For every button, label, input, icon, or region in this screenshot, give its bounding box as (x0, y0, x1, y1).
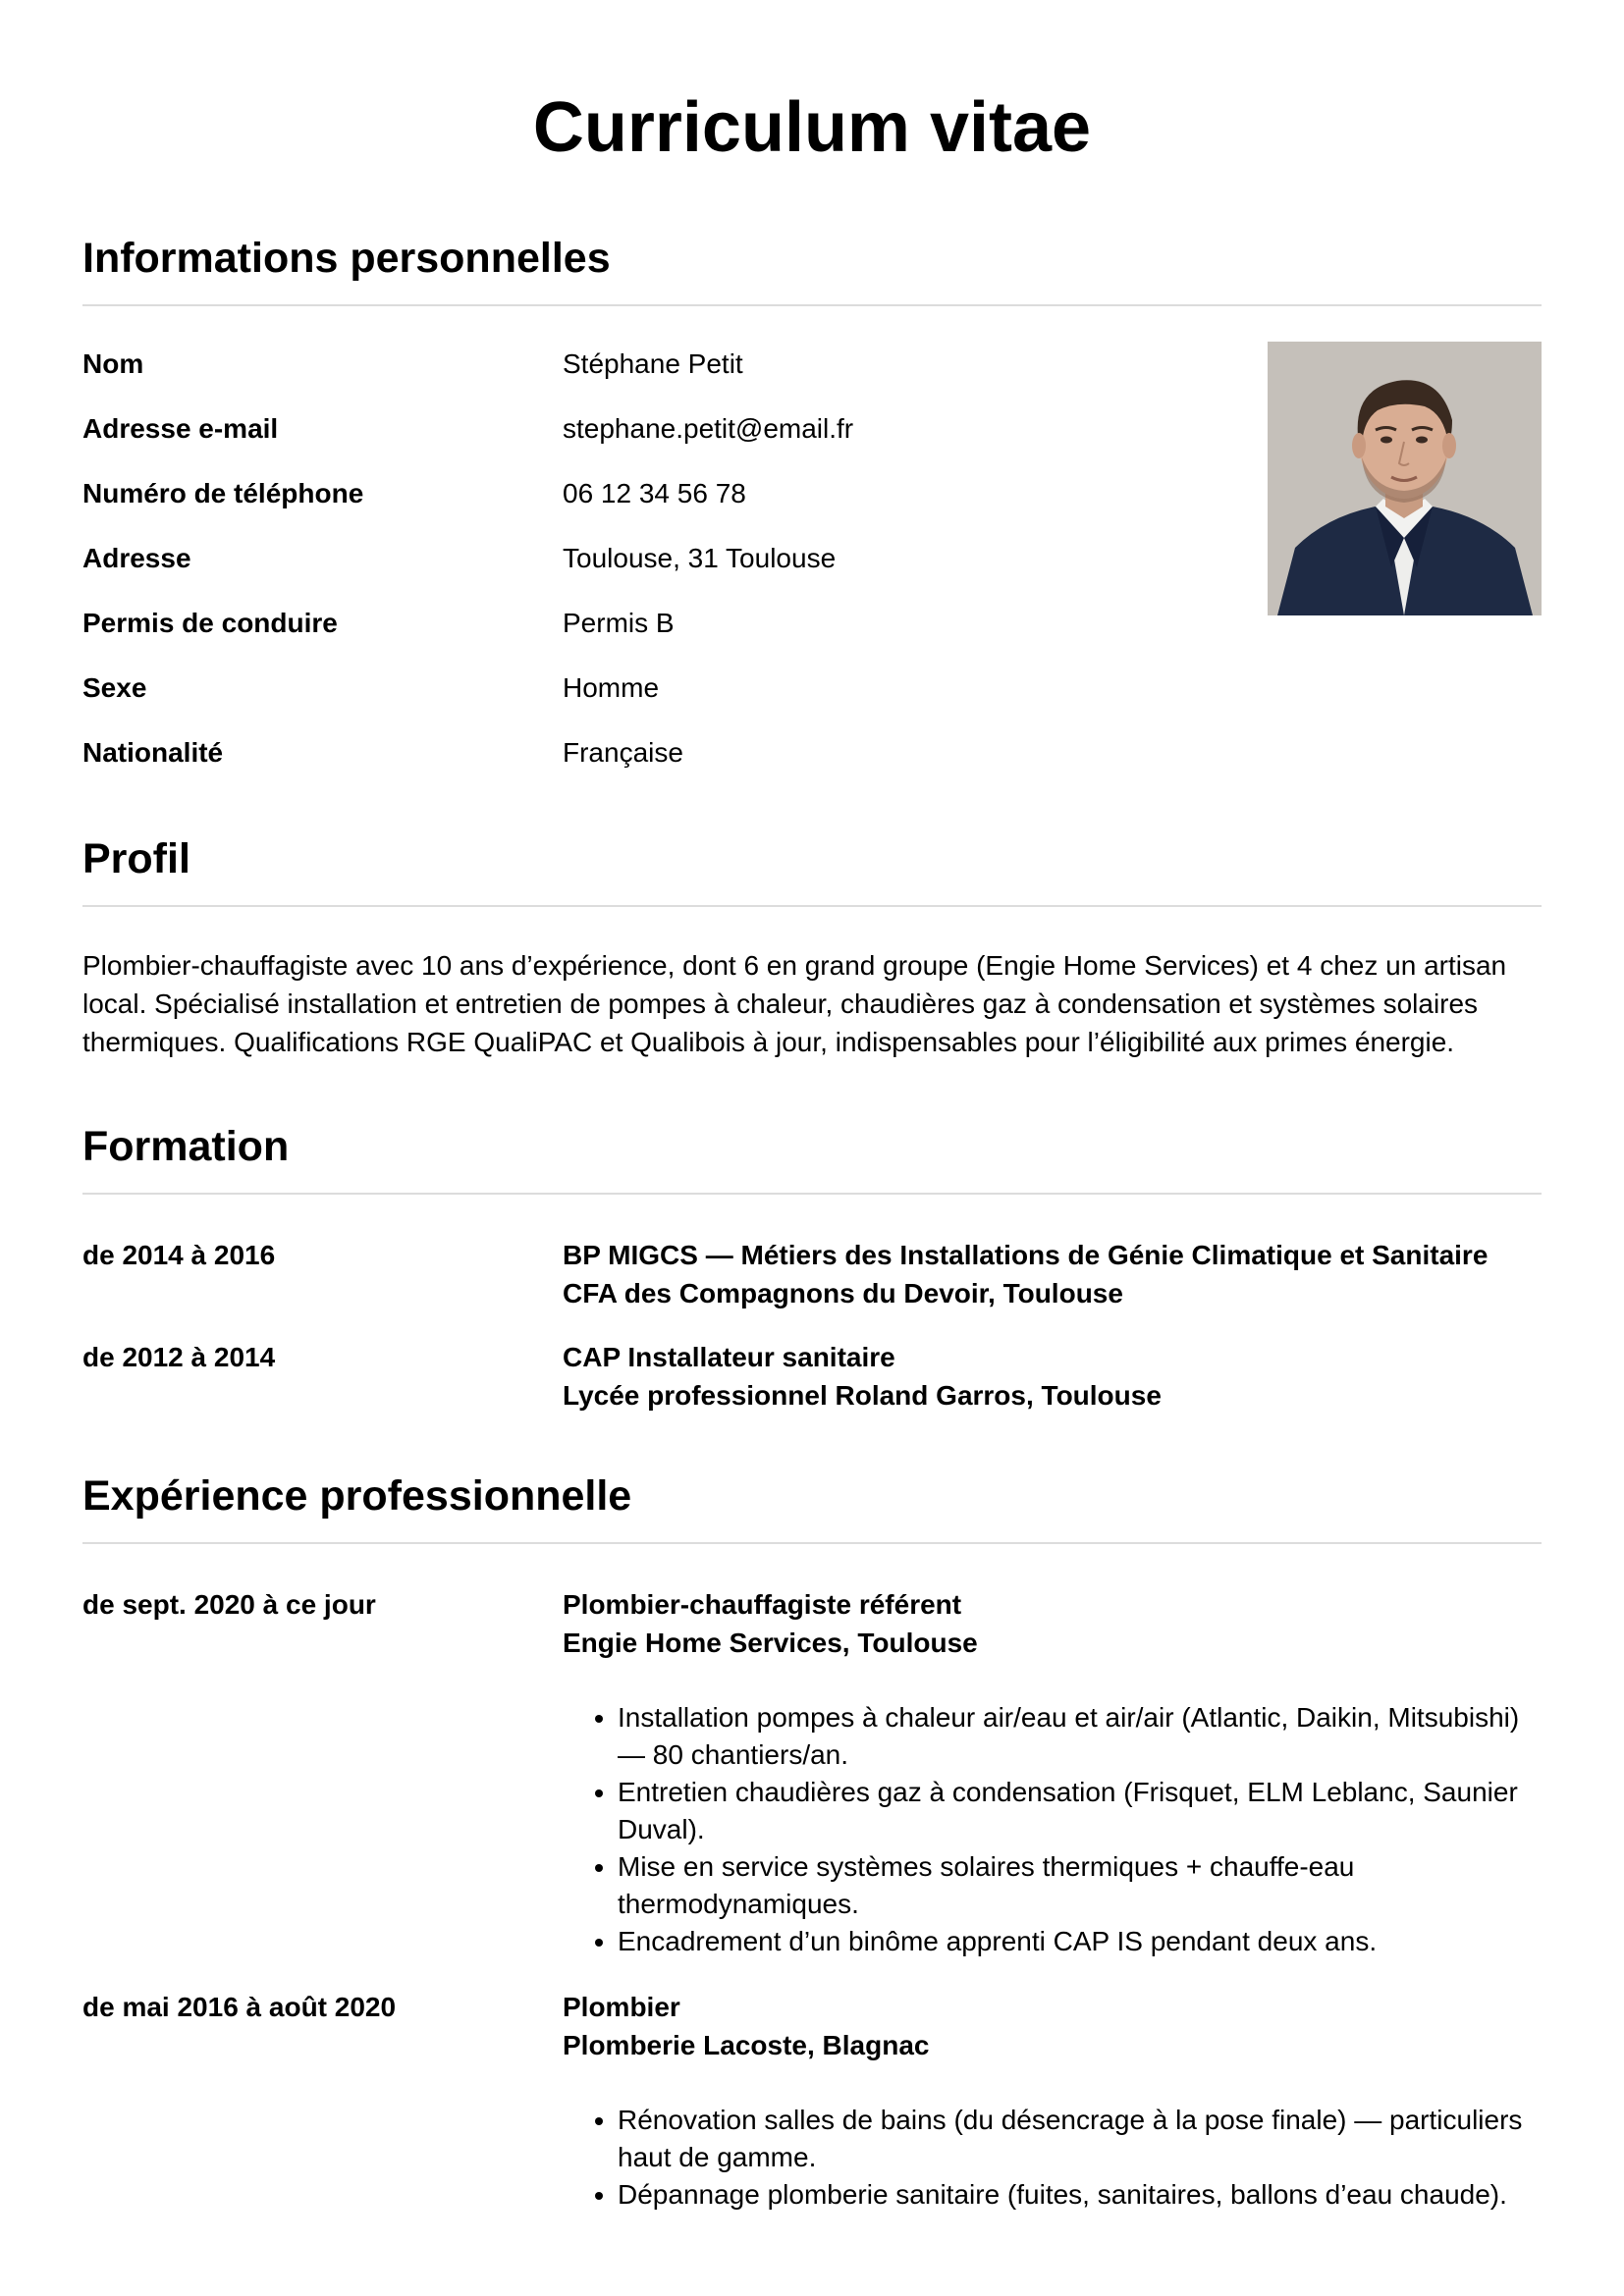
info-label: Numéro de téléphone (82, 478, 364, 508)
education-heading: Formation (82, 1122, 1542, 1195)
education-degree: CAP Installateur sanitaire (563, 1342, 895, 1372)
personal-section (82, 234, 1542, 801)
info-row-sex (82, 671, 1542, 736)
personal-heading: Informations personnelles (82, 234, 1542, 306)
duty-list (563, 1699, 1542, 1960)
info-value: Française (563, 737, 683, 768)
info-value: Stéphane Petit (563, 348, 743, 379)
employer: Engie Home Services, Toulouse (563, 1628, 978, 1658)
job-title: Plombier-chauffagiste référent (563, 1589, 962, 1620)
education-school: Lycée professionnel Roland Garros, Toulouse (563, 1380, 1162, 1411)
portrait-image (1268, 342, 1542, 615)
job-title: Plombier (563, 1992, 680, 2022)
experience-date: de sept. 2020 à ce jour (82, 1589, 376, 1620)
info-label: Nom (82, 348, 144, 379)
info-label: Adresse e-mail (82, 413, 279, 444)
duty-item: • Dépannage plomberie sanitaire (fuites, sanitaires, ballons d’eau chaude). (618, 2176, 1542, 2214)
profile-heading: Profil (82, 834, 1542, 907)
duty-item: • Mise en service systèmes solaires thermiques + chauffe-eau thermodynamiques. (618, 1848, 1542, 1923)
duty-item: • Installation pompes à chaleur air/eau et air/air (Atlantic, Daikin, Mitsubishi) — 80 chantiers/an. (618, 1699, 1542, 1774)
info-value: stephane.petit@email.fr (563, 413, 854, 444)
experience-entry (82, 1988, 1542, 2214)
info-value: Toulouse, 31 Toulouse (563, 543, 837, 573)
education-school: CFA des Compagnons du Devoir, Toulouse (563, 1278, 1123, 1308)
info-row-nationality (82, 736, 1542, 801)
info-row-license (82, 607, 1542, 671)
duty-item: • Rénovation salles de bains (du désencrage à la pose finale) — particuliers haut de gamme. (618, 2102, 1542, 2176)
duty-item: • Encadrement d’un binôme apprenti CAP IS pendant deux ans. (618, 1923, 1542, 1960)
duty-item: • Entretien chaudières gaz à condensation (Frisquet, ELM Leblanc, Saunier Duval). (618, 1774, 1542, 1848)
experience-body (563, 1585, 1542, 1960)
duty-list (563, 2102, 1542, 2214)
info-value: Homme (563, 672, 660, 703)
experience-section (82, 1471, 1542, 2214)
info-label: Permis de conduire (82, 608, 338, 638)
document-title: Curriculum vitae (532, 88, 1092, 167)
education-body (563, 1236, 1542, 1312)
experience-date: de mai 2016 à août 2020 (82, 1992, 397, 2022)
education-entry (82, 1236, 1542, 1312)
education-section (82, 1122, 1542, 1415)
education-entry (82, 1338, 1542, 1415)
info-label: Nationalité (82, 737, 224, 768)
profile-text: Plombier-chauffagiste avec 10 ans d’expérience, dont 6 en grand groupe (Engie Home Services) et 4 chez un artisan local. Spécialisé installation et entretien de pompes à chaleur, chaudières gaz à condensation et systèmes solaires thermiques. Qualifications RGE QualiPAC et Qualibois à jour, indispensables pour l’éligibilité aux primes énergie. (82, 950, 1507, 1057)
experience-entry (82, 1585, 1542, 1960)
personal-info (82, 347, 1542, 801)
info-label: Adresse (82, 543, 191, 573)
experience-heading: Expérience professionnelle (82, 1471, 1542, 1544)
employer: Plomberie Lacoste, Blagnac (563, 2030, 930, 2060)
experience-body (563, 1988, 1542, 2214)
education-date: de 2012 à 2014 (82, 1342, 276, 1372)
info-value: Permis B (563, 608, 675, 638)
education-degree: BP MIGCS — Métiers des Installations de Génie Climatique et Sanitaire (563, 1240, 1489, 1270)
info-value: 06 12 34 56 78 (563, 478, 746, 508)
profile-photo (1268, 342, 1542, 615)
education-date: de 2014 à 2016 (82, 1240, 276, 1270)
education-body (563, 1338, 1542, 1415)
info-label: Sexe (82, 672, 147, 703)
profile-section (82, 834, 1542, 1061)
